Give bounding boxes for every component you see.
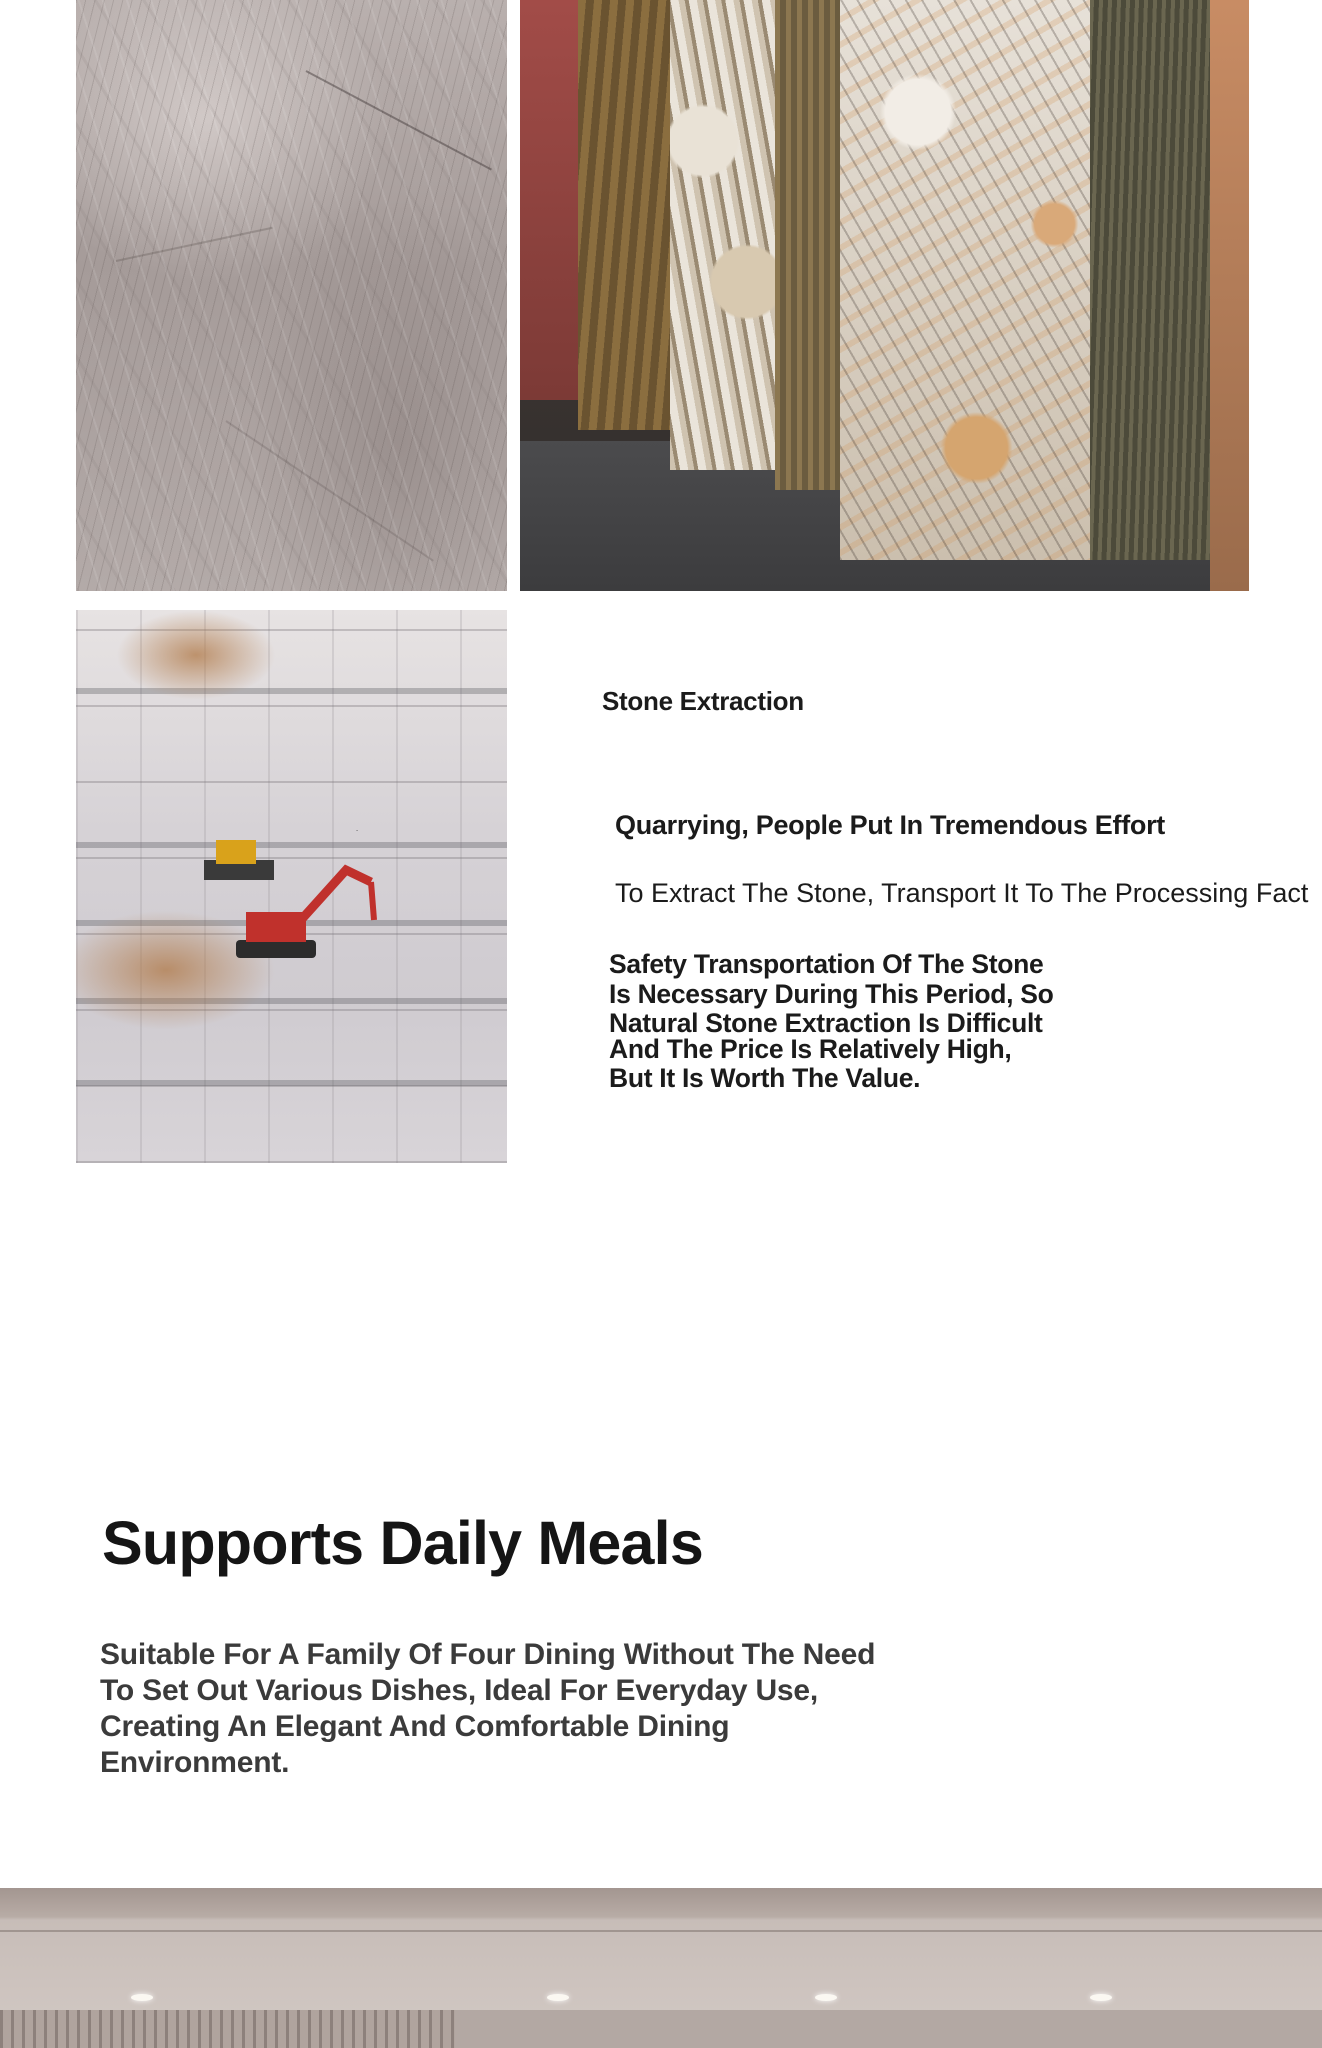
slab xyxy=(520,0,580,400)
ceiling-edge xyxy=(0,1930,1322,1932)
description-line: To Set Out Various Dishes, Ideal For Everyday Use, xyxy=(100,1674,819,1707)
quarrying-line: Quarrying, People Put In Tremendous Effort xyxy=(615,810,1165,840)
slab xyxy=(775,0,845,490)
safety-line: Is Necessary During This Period, So xyxy=(609,978,1054,1009)
slatted-wall-panel xyxy=(0,2010,455,2048)
description-line: Creating An Elegant And Comfortable Dining xyxy=(100,1710,730,1743)
safety-line: But It Is Worth The Value. xyxy=(609,1063,921,1093)
slab xyxy=(1210,0,1249,591)
section-description xyxy=(100,1637,920,1781)
safety-line: Safety Transportation Of The Stone xyxy=(609,949,1044,979)
slab xyxy=(1090,0,1210,560)
wall xyxy=(455,2010,1322,2048)
section-heading: Supports Daily Meals xyxy=(102,1509,703,1577)
description-line: Suitable For A Family Of Four Dining Without The Need xyxy=(100,1638,876,1671)
ceiling-light-icon xyxy=(1090,1994,1112,2001)
dining-room-interior-photo xyxy=(0,1888,1322,2048)
ceiling-light-icon xyxy=(131,1994,153,2001)
marble-vein xyxy=(116,227,273,262)
quarry-terrace xyxy=(76,1080,507,1086)
safety-paragraph xyxy=(609,950,1129,1094)
extract-line: To Extract The Stone, Transport It To The Processing Fact xyxy=(615,878,1309,908)
stone-extraction-title: Stone Extraction xyxy=(602,686,804,716)
ceiling-light-icon xyxy=(547,1994,569,2001)
description-line: Environment. xyxy=(100,1746,290,1779)
excavator-icon xyxy=(196,830,436,980)
slab xyxy=(670,0,780,470)
quarry-photo xyxy=(76,610,507,1163)
safety-line: And The Price Is Relatively High, xyxy=(609,1033,1012,1064)
marble-slab-photo xyxy=(76,0,507,591)
slab xyxy=(578,0,678,430)
granite-slabs-photo xyxy=(520,0,1249,591)
safety-line: Natural Stone Extraction Is Difficult xyxy=(609,1008,1043,1038)
marble-vein xyxy=(225,420,433,561)
rust-stain xyxy=(116,610,276,700)
marble-vein xyxy=(306,70,492,170)
ceiling-light-icon xyxy=(815,1994,837,2001)
